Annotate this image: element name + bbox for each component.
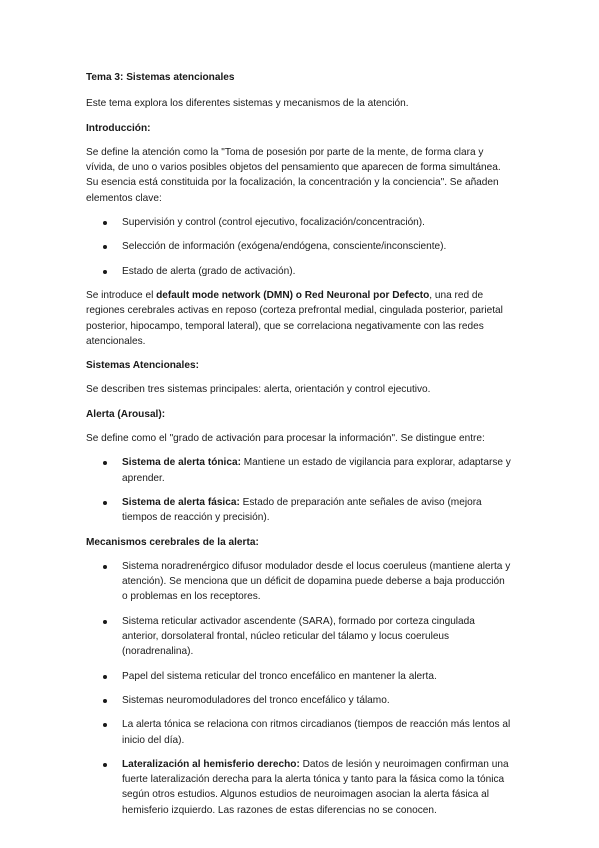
bullet-icon (103, 221, 107, 225)
bullet-icon (103, 723, 107, 727)
systems-heading: Sistemas Atencionales: (86, 360, 199, 372)
intro-list (86, 215, 513, 279)
alerta-list (86, 455, 513, 525)
list-item: Sistemas neuromoduladores del tronco encefálico y tálamo. (86, 693, 513, 708)
bullet-icon (103, 675, 107, 679)
alerta-paragraph: Se define como el "grado de activación para procesar la información". Se distingue entre: (86, 433, 485, 445)
list-item: Selección de información (exógena/endógena, consciente/inconsciente). (86, 239, 513, 254)
bullet-icon (103, 461, 107, 465)
dmn-term: default mode network (DMN) o Red Neuronal por Defecto (156, 289, 430, 301)
bullet-icon (103, 620, 107, 624)
bullet-icon (103, 501, 107, 505)
dmn-paragraph: Se introduce el default mode network (DMN) o Red Neuronal por Defecto, una red de regiones cerebrales activas en reposo (corteza prefrontal medial, cingulada posterior, parietal posterior, hipocampo, temporal lateral), que se correlaciona negativamente con las redes atencionales. (86, 289, 503, 347)
intro-paragraph: Se define la atención como la "Toma de posesión por parte de la mente, de forma clara y vívida, de uno o varios posibles objetos del pensamiento que aparecen de forma simultánea. Su esencia está constituida por la focalización, la concentración y la conciencia". Se añaden elementos clave: (86, 146, 501, 204)
list-item: Estado de alerta (grado de activación). (86, 264, 513, 279)
bullet-icon (103, 699, 107, 703)
mecanismos-list (86, 559, 513, 818)
alerta-heading: Alerta (Arousal): (86, 408, 166, 420)
document-title: Tema 3: Sistemas atencionales (86, 72, 235, 83)
list-item: Supervisión y control (control ejecutivo, focalización/concentración). (86, 215, 513, 230)
list-item: Sistema de alerta fásica: Estado de preparación ante señales de aviso (mejora tiempos de reacción y precisión). (86, 495, 513, 526)
list-item: Lateralización al hemisferio derecho: Datos de lesión y neuroimagen confirman una fuerte lateralización derecha para la alerta tónica y tanto para la fásica como la tónica según otros estudios. Algunos estudios de neuroimagen asocian la alerta fásica al hemisferio izquierdo. Las razones de estas diferencias no se conocen. (86, 757, 513, 818)
list-item: Sistema de alerta tónica: Mantiene un estado de vigilancia para explorar, adaptarse y aprender. (86, 455, 513, 486)
mecanismos-heading: Mecanismos cerebrales de la alerta: (86, 536, 259, 548)
systems-paragraph: Se describen tres sistemas principales: alerta, orientación y control ejecutivo. (86, 384, 431, 396)
list-item: Sistema reticular activador ascendente (SARA), formado por corteza cingulada anterior, dorsolateral frontal, núcleo reticular del tálamo y locus coeruleus (noradrenalina). (86, 614, 513, 660)
list-item: La alerta tónica se relaciona con ritmos circadianos (tiempos de reacción más lentos al inicio del día). (86, 717, 513, 748)
bullet-icon (103, 270, 107, 274)
intro-line: Este tema explora los diferentes sistemas y mecanismos de la atención. (86, 98, 409, 110)
list-item: Papel del sistema reticular del tronco encefálico en mantener la alerta. (86, 669, 513, 684)
bullet-icon (103, 565, 107, 569)
bullet-icon (103, 763, 107, 767)
list-item: Sistema noradrenérgico difusor modulador desde el locus coeruleus (mantiene alerta y atención). Se menciona que un déficit de dopamina puede deberse a baja producción o problemas en los receptores. (86, 559, 513, 605)
intro-heading: Introducción: (86, 122, 151, 134)
bullet-icon (103, 245, 107, 249)
